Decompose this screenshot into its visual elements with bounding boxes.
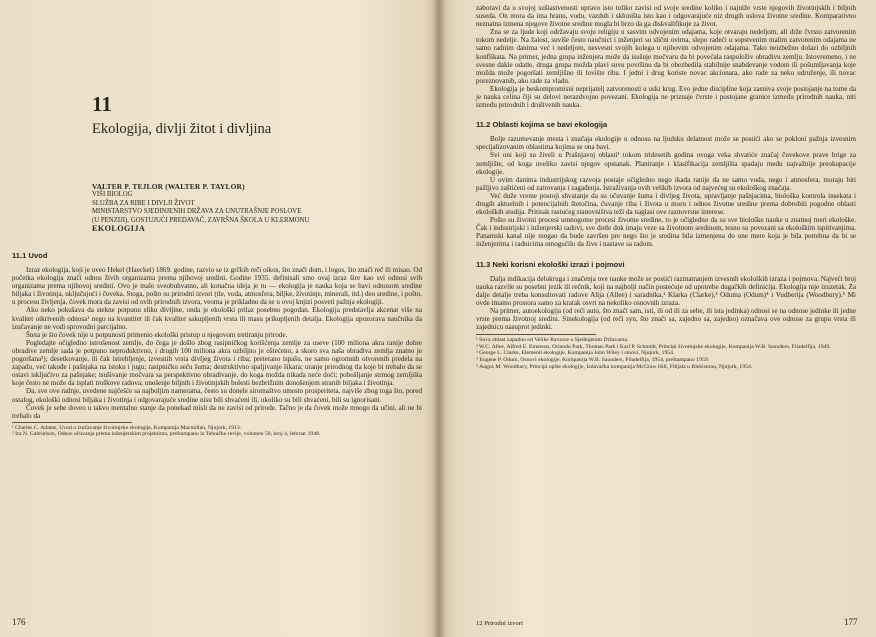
author-line: VIŠI BIOLOG <box>92 191 133 199</box>
right-page <box>444 0 876 637</box>
paragraph: Šteta je što čovek nije u potpunosti primenio ekološki pristup u njegovom tretiranju prirode. <box>26 330 288 339</box>
footnote: ¹ Suva oblast zapadno od Velike Ravnice u Sjedinjenim Državama. <box>476 337 629 344</box>
footnote: ³ George L. Clarke, Elementi ekologije, Kompanija John Wiley i sinovi, Njujork, 1954. <box>476 350 675 357</box>
chapter-number: 11 <box>92 92 112 116</box>
page-number: 177 <box>844 617 858 627</box>
author-block <box>92 183 422 225</box>
paragraph: Zna se za ljude koji održavaju svoju religiju u sasvim odvojenim odajama, koje otvaraju nedeljom, ali drže čvrsto zatvorenim tokom nedelje. Na žalost, suviše često naučnici i inženjeri su slični ovima, slepo radeći u sopstvenim malim zatvorenim odajama ne samo radnim danima već i nedeljom, nesvesni svojih kolega u njihovim odvojenim odajama. Tako neizbežno dolazi do ozbiljnih konflikata. Na primer, jedna grupa inženjera može da isušuje močvaru da bi povećala raspoloživ obradivu zemlju. Istovremeno, i ne svesne dakle odatle, druga grupa možda plavi suvu površinu da bi obezbedila stabilnije snabdevanje vodom ili pošumljavanja koje možda može pogoršati zemljišno ili lovište riba. I jedni i drug koriste novac akcionara, ako rade za neko udruženje, ili novac poreznovanih, ako rade za vladu. <box>476 28 856 85</box>
paragraph: Svi oni koji su živeli u Prašnjavoj oblasti¹ tokom tridesetih godina ovoga veka shvatiće značaj čuvekove prave brige za zemljište, od koga uveliko zavisi njegov opstanak. Planiranje i klasifikacija zemljišta spadaju među najvažnije preokupacije ekologije. <box>476 151 856 176</box>
left-body <box>12 251 422 438</box>
footnote: ⁴ Eugene P. Odum, Osnovi ekologije, Kompanija W.B. Saunders, Filadelfija, 1954, preštampano 1959. <box>476 356 710 363</box>
section-heading: 11.3 Neki korisni ekološki izrazi i pojmovi <box>476 259 625 269</box>
footnote: ¹ Charles C. Adams, Uvod u izučavanje životinjske ekologije, Kompanija Macmillan, Njujork, 1913. <box>12 424 242 431</box>
section-heading: 11.1 Uvod <box>12 251 48 260</box>
paragraph: Pogledajte očigledno istrošenost zemlje, do čega je došlo zbog rasipničkog korišćenja zemlje za useve (100 miliona akra ranije dobre obradive zemlje sada je potpuno neproduktivno, i drugih 100 miliona akra ozbiljno je oštećeno, a skoro sva naša obradiva zemlja znatno je pogoršana²); desetkovanje, ili čak istrebljenje, izvesnih vrsta divljeg života i riba; preterano ispašu, ne samo ogromnih otvorenih predela na zapadu, već takođe i pašnjaka na istoku i jugu; rasipničku seču šuma; destruktivno spaljivanje šikara; uranje prirodnog tla koje bi trebalo da se ostavi isključivo za pašnjake; isušivanje močvara sa perspektivno obradivanje, do koga možda nikada neće doći; pobošljanje strmog zemljišta koje često ne može da isplati troškove radova; unošenje biljnih i životinjskih bolesti bezbrižnim donošenjem stranih biljaka i životinja. <box>12 338 422 388</box>
chapter-title: Ekologija, divlji žitot i divljina <box>92 121 272 137</box>
author-name: VALTER P. TEJLOR (WALTER P. TAYLOR) <box>92 182 245 191</box>
footnote: ² W.C. Allee, Alfred E. Emerson, Orlando Park, Thomas Park i Karl P. Schmidt, Principi životinjske ekologije, Kompanija W.B. Saunders, Filadelfija, 1949. <box>476 343 831 350</box>
author-line: SLUŽBA ZA RIBE I DIVLJI ŽIVOT <box>92 199 195 207</box>
author-line: (U PENZIJI), GOSTUJUĆI PREDAVAČ, ZAVRŠNA ŠKOLA U KLERMONU <box>92 216 310 224</box>
paragraph: Čovek je sebe doveo u takvo mentalno stanje da ponekad misli da ne zavisi od prirode. Tačno je da čovek može mnogo da učini, ali ne bi trebalo da <box>12 403 422 420</box>
right-body <box>476 4 856 370</box>
left-page <box>0 0 436 637</box>
paragraph: U ovim danima industrijskog razvoja postaje očigledno nego ikada ranije da ne samo voda, nego i atmosfera, moraju biti pažljivo zaštićeni od zatrovanja i zagađenja. Istraživanja ovih velikih izvora od najvećeg su ekološkog značaja. <box>476 175 856 192</box>
author-line: MINISTARSTVO SJEDINJENIH DRŽAVA ZA UNUTRAŠNJE POSLOVE <box>92 208 302 216</box>
section-heading-main: EKOLOGIJA <box>92 224 146 233</box>
paragraph: Dalja indikacija delokruga i značenja ove nauke može se postići razmatranjem izvesnih ekoloških izraza i pojmova. Najveći broj nauka razvile su posebni jezik ili rečnik, koji na najbolji način postećuje od upotrebe dugačkih definicija. Ekologija nije izuzetak. Za dalje detalje treba konsultovati radove Alija (Allee) i saradnika,² Klarka (Clarke),³ Oduma (Odum)⁴ i Vudberija (Woodbury).⁵ Mi ovde imamo prostora samo za kratak osvrt na nekoliko osnovnih izraza. <box>476 274 856 307</box>
footnote: ⁵ Angus M. Woodbury, Principi opšte ekologije, Izdavačka kompanija McGraw Hill, Filijala u Blekistonu, Njujork, 1954. <box>476 363 753 370</box>
paragraph: Već duže vreme postoji shvatanje da su očuvanje šuma i divljeg života, upravljanje pašnjacima, biološka kontrola insekata i drugih aktuelnih i potencijalnih štetočina, čuvanje riba i života u moru i odnos životne sredine prema dobrobiti pogodne oblasti ekoloških studija. Pritisak rastućeg stanovništva teži da naglasi ove raznovrsne interese. <box>476 191 856 217</box>
paragraph: Ako neko pokušava da stekne potpunu sliku divljine, onda je ekološki prilaz posebno pogodan. Ekologija predstavlja akcenat više na kvalitet otkrivenih odnosa¹ nego na kvantitet ili čak kvalitet sakupljenih vrsta ili masu prikupljenih detalja. Ekologija upozorava naučnika da izučavanje ne vodi sprovodni parcijalno. <box>12 306 422 331</box>
paragraph: zaboravi da u svojoj sušiastvenosti upravo isto toliko zavisi od svoje sredine koliko i najniže vrste njegovih životinjskih i biljnih suseda. On mora da ima hranu, vodu, vazduh i skloništa isto kao i odgovarajuće niz drugih uslova životne sredine. Komparativno neznatna izmena njegove životne sredine mogla bi brzo da ga diskvalifikuje za život. <box>476 4 856 29</box>
paragraph: Izraz ekologija, koji je uveo Hekel (Haeckel) 1869. godine, razvio se iz grčkih reči oikos, što znači dom, i logos, što znači reč ili misao. Od početka ekologija znači odnos živih organizama prema njihovoj sredini. Godine 1935. definisali smo ovaj izraz širе kao svi odnosi svih organizama prema njihovoj sredini. Ovo je malo sveobuhvatno, ali konačna ideja je tu — ekologija je nauka koja se bavi odnosom sredine biljaka i životinja, uključujući i čoveka. Stoga, pošto su prirodni izvori (tle, voda, atmosfera, biljke, životinje, minerali, itd.) deo sredine, i pošto, u procesu življenja, čovek mora da zavisi od ovih prirodnih izvora, veoma je prikladno da se u ovoj knjizi posveti pažnja ekologiji. <box>12 266 422 307</box>
section-heading: 11.2 Oblasti kojima se bavi ekologija <box>476 120 608 130</box>
paragraph: Na primer, autoekologija (od reči auto, što znači sam, isti, ili od ili za sebe, ili ista jedinka) odnosi se na odnose jedinke ili jedne vrste prema životnoj sredini. Sinekologija (od reči syn, što znači sa, zajedno sa, zajedno) označava ove odnose za grupu vrsta ili zajednicu nasuprot jedinki. <box>476 306 856 332</box>
paragraph: Ekologija je beskompromisni neprijatelj zatvorenosti u uski krug. Evo jedne discipline koja zasniva svoje postojanje na tome da je nauka celina čiji su delovi nerazdvojno povezani. Ekologija ne priznaje čvrste i postojane granice između prirodnih nauka, niti između prirodnih i društvenih nauka. <box>476 84 856 110</box>
paragraph: Pošto su životni procesi umnogome procesi životne sredine, to je očigledno da su sve biološke nauke u znatnoj meri ekološke. Čak i industrijski i inženjerski radovi, sve dotle dok imaju veze sa životnom sredinom, tesno su povezani sa ekološkim ispitivanjima. Panamski kanal nije mogao da bude završen pre nego što je sredina bila izmenjena do one mere koja je bila potrebna da bi se inženjerima i radnicima omogućilo da žive i nastave sa radom. <box>476 216 856 249</box>
paragraph: Da, sve ove radnje, uvedene najčešće sa najboljim namerama, često su donele siromaštvo umesto prosperiteta, najviše zbog toga što, pored ostalog, ekološki odnosi biljaka i životinja i odgovarajuće sredine nisu bili shvaćeni ili, ukoliko su bili shvaćeni, bili su ignorisani. <box>12 387 422 404</box>
paragraph: Bolje razumevanje mesta i značaja ekologije u odnosu na ljudsku delatnost može se postići ako se pokloni pažnja izvesnim specijalizovanim oblastima kojima se ona bavi. <box>476 135 856 152</box>
footnote: ² Ira N. Gabrielson, Odnos očuvanja prema inženjerskim projektima, preštampano iz Tehničke revije, volumen 50, broj 4, februar 1948. <box>12 431 321 438</box>
signature-mark: 12 Prirodni izvori <box>476 620 523 627</box>
page-number: 176 <box>12 617 26 627</box>
